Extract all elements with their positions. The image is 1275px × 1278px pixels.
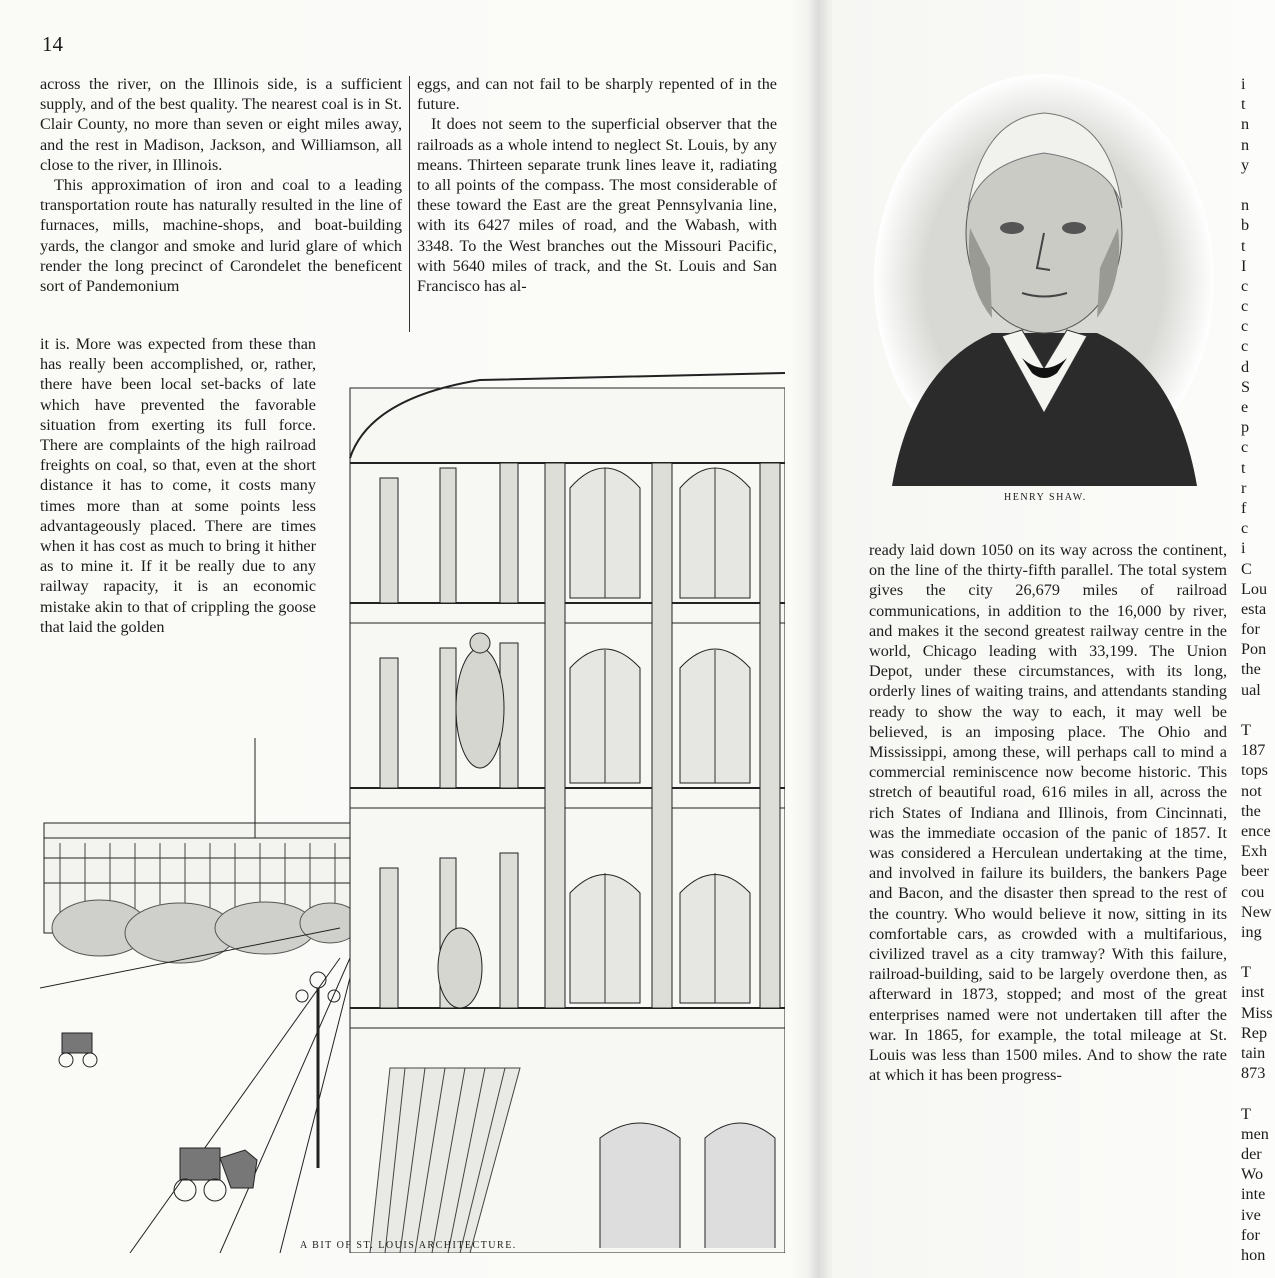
- text-column-cut-off: [1241, 74, 1275, 1265]
- cut-off-text-fragment: r: [1241, 478, 1247, 497]
- cut-off-text-fragment: inte: [1241, 1185, 1266, 1204]
- cut-off-text-fragment: e: [1241, 398, 1249, 416]
- cut-off-text-fragment: the: [1241, 801, 1261, 820]
- cut-off-text-fragment: Exh: [1241, 842, 1268, 861]
- cut-off-text-fragment: C: [1241, 559, 1252, 578]
- cut-off-text-fragment: c: [1241, 276, 1249, 295]
- architecture-engraving: [40, 368, 785, 1253]
- cut-off-text-fragment: esta: [1241, 599, 1267, 618]
- paragraph: it is. More was expected from these than has really been accomplished, or, rather, there have been local set-backs of late which have prevented the favorable situation from exerting its full force. There are complaints of the high railroad freights on coal, so that, even at the short distance it has to come, it costs many times more than at some points less advantageously placed. There are times when it has cost as much to bring it hither as to mine it. If it be really due to any railway rapacity, it is an economic mistake akin to that of crippling the goose that laid the golden: [40, 335, 316, 636]
- cut-off-text-fragment: for: [1241, 1225, 1260, 1244]
- cut-off-text-fragment: T: [1241, 963, 1251, 982]
- cut-off-text-fragment: ive: [1241, 1205, 1261, 1224]
- cut-off-text-fragment: not: [1241, 781, 1262, 800]
- text-column-left-top: [40, 74, 402, 296]
- cut-off-text-fragment: p: [1241, 418, 1250, 437]
- cut-off-text-fragment: t: [1241, 236, 1246, 255]
- cut-off-text-fragment: S: [1241, 377, 1251, 396]
- cut-off-text-fragment: Pon: [1241, 640, 1267, 659]
- paragraph: ready laid down 1050 on its way across the continent, on the line of the thirty-fifth parallel. The total system gives the city 26,679 miles of railroad communications, in addition to the 16,000 by river, and makes it the second greatest railway centre in the world, Chicago leading with 33,199. The Union Depot, under these circumstances, with its long, orderly lines of waiting trains, and attendants standing ready to show the way to each, it may well be believed, is an imposing place. The Ohio and Mississippi, among these, will perhaps call to mind a commercial reminiscence now become historic. This stretch of beautiful road, 616 miles in all, across the rich States of Indiana and Illinois, from Cincinnati, was the immediate occasion of the panic of 1857. It was considered a Herculean undertaking at the time, and involved in failure its builders, the bankers Page and Bacon, and the disaster then spread to the rest of the country. Who would believe it now, sitting in its comfortable cars, as crowded with a multifarious, civilized travel as a city tramway? With this failure, railroad-building, said to be largely overdone then, as afterward in 1873, stopped; and most of the great enterprises named were not undertaken till after the war. In 1865, for example, the total mileage at St. Louis was less than 1500 miles. And to show the rate at which it has been progress-: [869, 541, 1227, 1085]
- cut-off-text-fragment: ence: [1241, 821, 1271, 840]
- cut-off-text-fragment: der: [1241, 1144, 1262, 1163]
- cut-off-text-fragment: t: [1241, 95, 1246, 114]
- book-gutter: [808, 0, 832, 1278]
- paragraph: It does not seem to the superficial observer that the railroads as a whole intend to neglect St. Louis, by any means. Thirteen separate trunk lines leave it, radiating to all points of the compass. The most considerable of these toward the East are the great Pennsylvania line, with its 6427 miles of road, and the Wabash, with 3348. To the West branches out the Missouri Pacific, with 5640 miles of track, and the St. Louis and San Francisco has al-: [417, 115, 777, 296]
- cut-off-text-fragment: [1241, 175, 1275, 195]
- cut-off-text-fragment: c: [1241, 438, 1249, 457]
- page-number: 14: [42, 32, 63, 56]
- cut-off-text-fragment: the: [1241, 660, 1261, 679]
- cut-off-text-fragment: Wo: [1241, 1165, 1264, 1184]
- cut-off-text-fragment: 187: [1241, 741, 1266, 760]
- portrait-caption: HENRY SHAW.: [1004, 492, 1087, 503]
- cut-off-text-fragment: 873: [1241, 1064, 1266, 1083]
- cut-off-text-fragment: d: [1241, 357, 1250, 376]
- cut-off-text-fragment: tops: [1241, 761, 1268, 780]
- paragraph: eggs, and can not fail to be sharply repented of in the future.: [417, 75, 777, 114]
- cut-off-text-fragment: Miss: [1241, 1003, 1273, 1022]
- architecture-caption: A BIT OF ST. LOUIS ARCHITECTURE.: [300, 1240, 517, 1251]
- cut-off-text-fragment: [1241, 942, 1275, 962]
- cut-off-text-fragment: c: [1241, 317, 1249, 336]
- cut-off-text-fragment: b: [1241, 216, 1250, 235]
- paragraph: across the river, on the Illinois side, is a sufficient supply, and of the best quality. The nearest coal is in St. Clair County, no more than seven or eight miles away, and the rest in Madison, Jackson, and Williamson, all close to the river, in Illinois.: [40, 75, 402, 174]
- cut-off-text-fragment: c: [1241, 337, 1249, 356]
- cut-off-text-fragment: inst: [1241, 983, 1265, 1002]
- cut-off-text-fragment: n: [1241, 135, 1250, 154]
- cut-off-text-fragment: n: [1241, 115, 1250, 134]
- cut-off-text-fragment: [1241, 1083, 1275, 1103]
- cut-off-text-fragment: i: [1241, 539, 1246, 558]
- cut-off-text-fragment: ing: [1241, 922, 1262, 941]
- cut-off-text-fragment: Rep: [1241, 1023, 1268, 1042]
- cut-off-text-fragment: tain: [1241, 1044, 1266, 1062]
- cut-off-text-fragment: for: [1241, 620, 1260, 639]
- text-column-middle-top: [417, 74, 777, 296]
- paragraph: This approximation of iron and coal to a leading transportation route has naturally resulted in the line of furnaces, mills, machine-shops, and boat-building yards, the clangor and smoke and lurid glare of which render the long precinct of Carondelet the beneficent sort of Pandemonium: [40, 176, 402, 296]
- cut-off-text-fragment: T: [1241, 1104, 1251, 1123]
- cut-off-text-fragment: f: [1241, 498, 1247, 517]
- cut-off-text-fragment: men: [1241, 1124, 1269, 1143]
- cut-off-text-fragment: i: [1241, 75, 1246, 93]
- cut-off-text-fragment: New: [1241, 902, 1272, 921]
- cut-off-text-fragment: [1241, 700, 1275, 720]
- henry-shaw-portrait: [872, 68, 1217, 488]
- cut-off-text-fragment: beer: [1241, 862, 1269, 881]
- column-divider: [409, 76, 410, 332]
- cut-off-text-fragment: t: [1241, 458, 1246, 477]
- text-column-right: [869, 540, 1227, 1085]
- cut-off-text-fragment: Lou: [1241, 579, 1268, 598]
- cut-off-text-fragment: T: [1241, 721, 1251, 739]
- cut-off-text-fragment: n: [1241, 196, 1250, 215]
- cut-off-text-fragment: c: [1241, 297, 1249, 316]
- cut-off-text-fragment: hon: [1241, 1245, 1266, 1264]
- cut-off-text-fragment: c: [1241, 519, 1249, 538]
- cut-off-text-fragment: cou: [1241, 882, 1265, 901]
- cut-off-text-fragment: ual: [1241, 680, 1261, 699]
- cut-off-text-fragment: y: [1241, 155, 1250, 174]
- cut-off-text-fragment: I: [1241, 256, 1247, 275]
